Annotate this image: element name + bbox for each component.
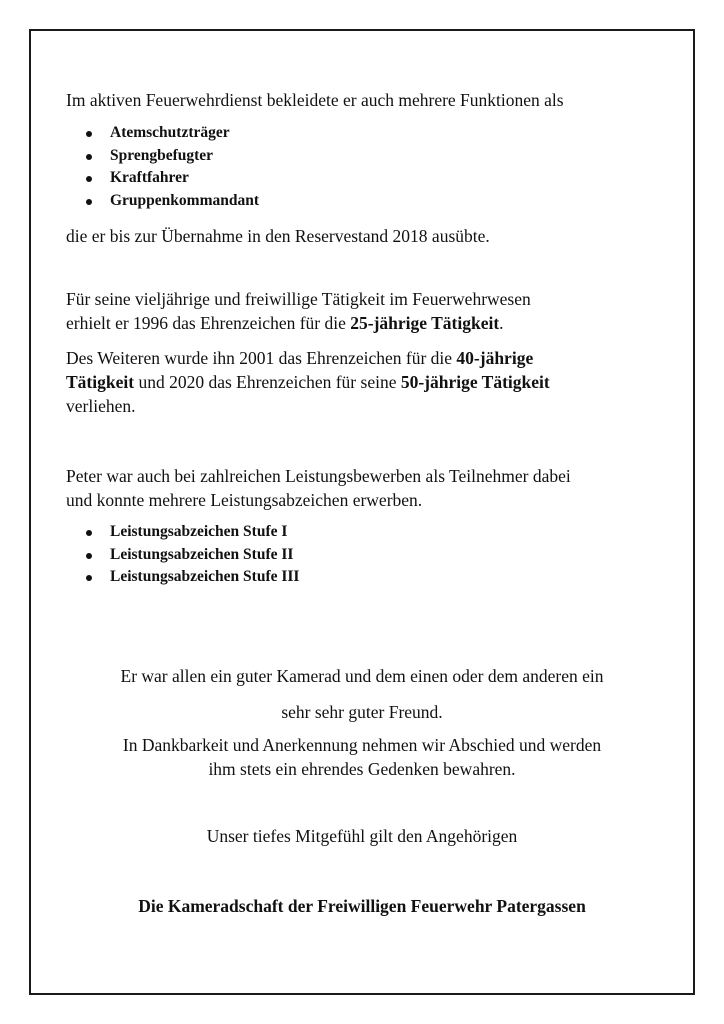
badges-list bbox=[84, 521, 299, 589]
closing-text: In Dankbarkeit und Anerkennung nehmen wir Abschied und werden bbox=[122, 735, 602, 755]
closing-line-2 bbox=[31, 700, 693, 724]
list-item-label: Leistungsabzeichen Stufe I bbox=[110, 523, 288, 540]
honors-text: . bbox=[499, 313, 504, 333]
honors-line-3 bbox=[66, 346, 666, 370]
signature-text: Die Kameradschaft der Freiwilligen Feuerwehr Patergassen bbox=[138, 896, 586, 916]
signature bbox=[31, 894, 693, 918]
bullet-icon bbox=[86, 131, 92, 137]
functions-intro-text: Im aktiven Feuerwehrdienst bekleidete er auch mehrere Funktionen als bbox=[66, 90, 564, 110]
honors-paragraph-2 bbox=[66, 346, 666, 418]
closing-text: sehr sehr guter Freund. bbox=[281, 702, 443, 722]
list-item bbox=[84, 566, 299, 589]
bullet-icon bbox=[86, 553, 92, 559]
list-item bbox=[84, 544, 299, 567]
condolence-text: Unser tiefes Mitgefühl gilt den Angehörigen bbox=[206, 826, 518, 846]
list-item-label: Leistungsabzeichen Stufe III bbox=[110, 568, 300, 585]
competitions-line-1: Peter war auch bei zahlreichen Leistungsbewerben als Teilnehmer dabei bbox=[66, 466, 571, 486]
bullet-icon bbox=[86, 575, 92, 581]
honors-bold: Tätigkeit bbox=[66, 372, 135, 392]
honors-line-1: Für seine vieljährige und freiwillige Tätigkeit im Feuerwehrwesen bbox=[66, 289, 531, 309]
honors-text: Des Weiteren wurde ihn 2001 das Ehrenzeichen für die bbox=[66, 348, 457, 368]
honors-bold: 25-jährige Tätigkeit bbox=[350, 313, 500, 333]
honors-line-2 bbox=[66, 311, 666, 335]
honors-text: und 2020 das Ehrenzeichen für seine bbox=[134, 372, 401, 392]
closing-text: Er war allen ein guter Kamerad und dem einen oder dem anderen ein bbox=[120, 666, 604, 686]
functions-intro bbox=[66, 88, 666, 112]
honors-bold: 40-jährige bbox=[456, 348, 534, 368]
honors-bold: 50-jährige Tätigkeit bbox=[400, 372, 550, 392]
bullet-icon bbox=[86, 530, 92, 536]
list-item bbox=[84, 145, 259, 168]
honors-paragraph-1 bbox=[66, 287, 666, 335]
list-item-label: Gruppenkommandant bbox=[110, 191, 260, 209]
closing-text: ihm stets ein ehrendes Gedenken bewahren. bbox=[208, 759, 516, 779]
competitions-line-2: und konnte mehrere Leistungsabzeichen erwerben. bbox=[66, 490, 423, 510]
list-item bbox=[84, 190, 259, 213]
closing-line-1 bbox=[31, 664, 693, 688]
list-item-label: Kraftfahrer bbox=[110, 169, 189, 186]
list-item bbox=[84, 122, 259, 145]
list-item bbox=[84, 167, 259, 190]
closing-paragraph bbox=[31, 733, 693, 781]
list-item-label: Atemschutzträger bbox=[110, 124, 230, 141]
condolence bbox=[31, 824, 693, 848]
honors-line-5: verliehen. bbox=[66, 396, 136, 416]
honors-line-4 bbox=[66, 370, 666, 394]
list-item-label: Sprengbefugter bbox=[110, 146, 214, 164]
bullet-icon bbox=[86, 176, 92, 182]
bullet-icon bbox=[86, 154, 92, 160]
functions-outro-text: die er bis zur Übernahme in den Reservestand 2018 ausübte. bbox=[66, 226, 490, 246]
honors-text: erhielt er 1996 das Ehrenzeichen für die bbox=[66, 313, 351, 333]
bullet-icon bbox=[86, 199, 92, 205]
competitions-paragraph bbox=[66, 464, 666, 512]
list-item bbox=[84, 521, 299, 544]
functions-list bbox=[84, 122, 259, 212]
functions-outro bbox=[66, 224, 666, 248]
list-item-label: Leistungsabzeichen Stufe II bbox=[110, 545, 294, 563]
